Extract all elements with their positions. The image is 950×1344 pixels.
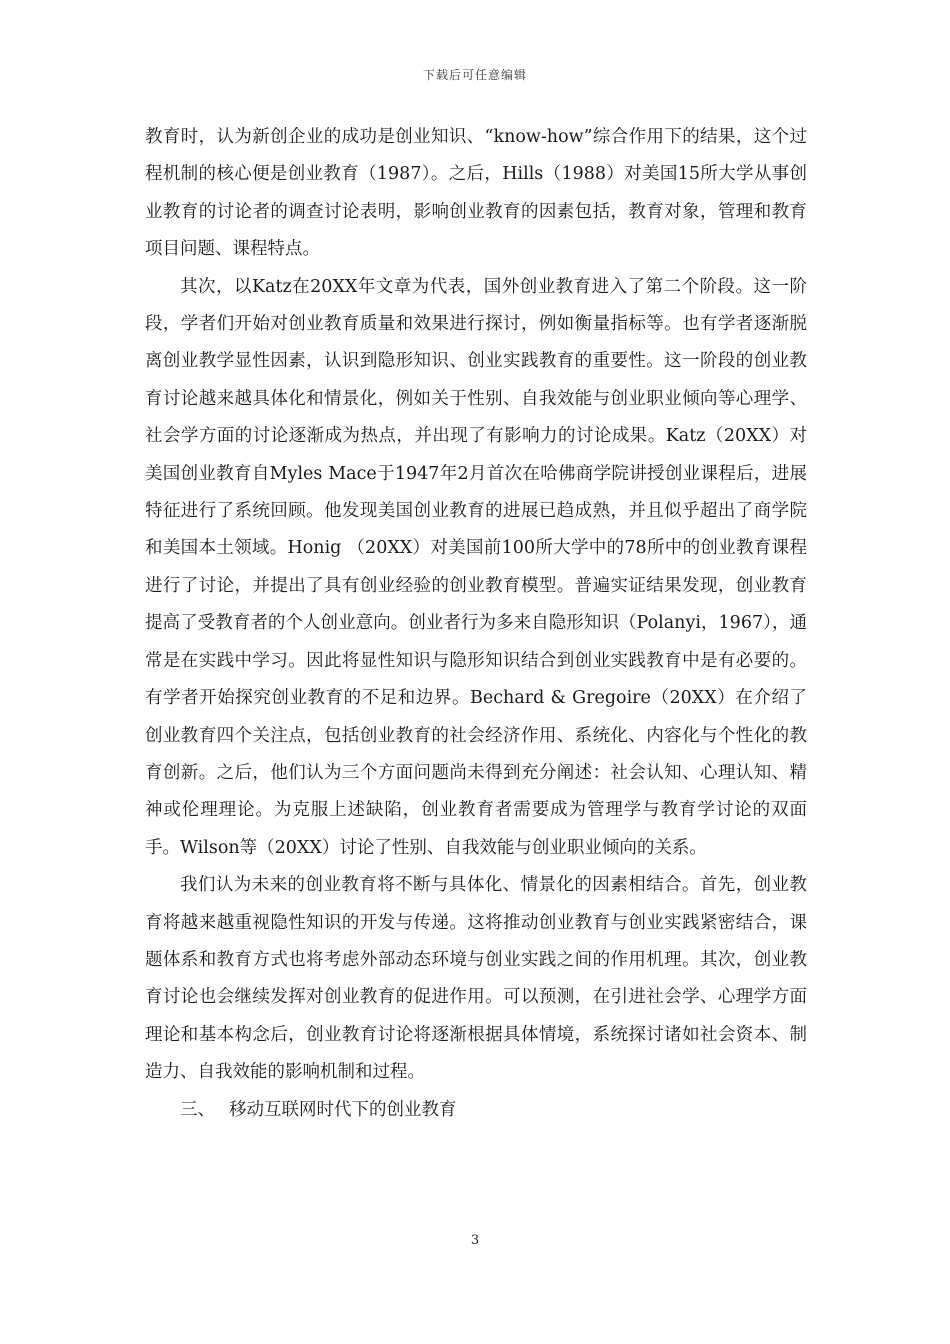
- paragraph-continued: 教育时，认为新创企业的成功是创业知识、“know-how”综合作用下的结果，这个过程机制的核心便是创业教育（1987）。之后，Hills（1988）对美国15所大学从事创业教育的讨论者的调查讨论表明，影响创业教育的因素包括，教育对象，管理和教育项目问题、课程特点。: [145, 127, 807, 260]
- paragraph-future-outlook: 我们认为未来的创业教育将不断与具体化、情景化的因素相结合。首先，创业教育将越来越重视隐性知识的开发与传递。这将推动创业教育与创业实践紧密结合，课题体系和教育方式也将考虑外部动态环境与创业实践之间的作用机理。其次，创业教育讨论也会继续发挥对创业教育的促进作用。可以预测，在引进社会学、心理学方面理论和基本构念后，创业教育讨论将逐渐根据具体情境，系统探讨诸如社会资本、制造力、自我效能的影响机制和过程。: [145, 875, 807, 1083]
- page-number: 3: [470, 1233, 480, 1248]
- page-header: 下载后可任意编辑: [422, 68, 527, 82]
- paragraph-second-stage: 其次，以Katz在20XX年文章为代表，国外创业教育进入了第二个阶段。这一阶段，学者们开始对创业教育质量和效果进行探讨，例如衡量指标等。也有学者逐渐脱离创业教学显性因素，认识到隐形知识、创业实践教育的重要性。这一阶段的创业教育讨论越来越具体化和情景化，例如关于性别、自我效能与创业职业倾向等心理学、社会学方面的讨论逐渐成为热点，并出现了有影响力的讨论成果。Katz（20XX）对美国创业教育自Myles Mace于1947年2月首次在哈佛商学院讲授创业课程后，进展特征进行了系统回顾。他发现美国创业教育的进展已趋成熟，并且似乎超出了商学院和美国本土领域。Honig （20XX）对美国前100所大学中的78所中的创业教育课程进行了讨论，并提出了具有创业经验的创业教育模型。普遍实证结果发现，创业教育提高了受教育者的个人创业意向。创业者行为多来自隐形知识（Polanyi，1967），通常是在实践中学习。因此将显性知识与隐形知识结合到创业实践教育中是有必要的。有学者开始探究创业教育的不足和边界。Bechard & Gregoire（20XX）在介绍了创业教育四个关注点，包括创业教育的社会经济作用、系统化、内容化与个性化的教育创新。之后，他们认为三个方面问题尚未得到充分阐述：社会认知、心理认知、精神或伦理理论。为克服上述缺陷，创业教育者需要成为管理学与教育学讨论的双面手。Wilson等（20XX）讨论了性别、自我效能与创业职业倾向的关系。: [145, 276, 807, 858]
- section-title: 移动互联网时代下的创业教育: [229, 1099, 457, 1120]
- section-heading: [145, 1092, 807, 1129]
- document-body: [145, 119, 807, 1129]
- section-number: 三、: [180, 1099, 215, 1120]
